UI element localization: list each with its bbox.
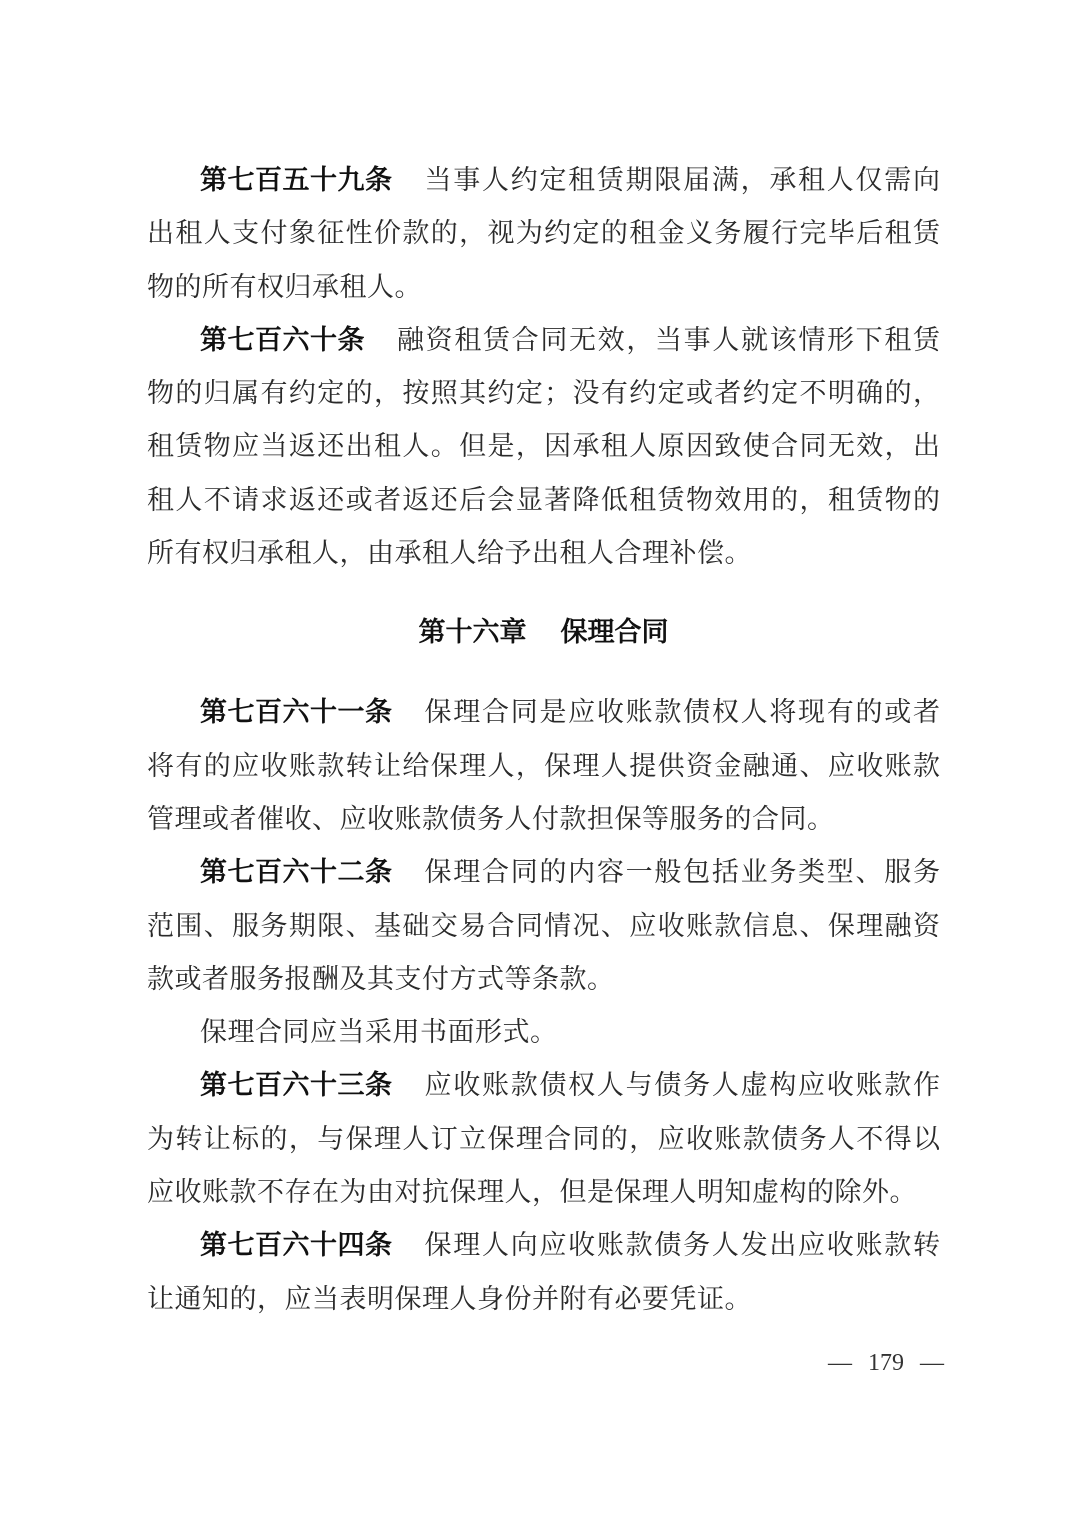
line-text: 保理合同是应收账款债权人将现有的或者 [424,697,940,729]
article-number: 第七百六十二条 [200,857,393,889]
article-paragraph [147,1059,940,1219]
article-first-line [147,1059,940,1112]
article-number: 第七百五十九条 [200,165,393,196]
page-number [828,1350,944,1377]
line-text: 应收账款债权人与债务人虚构应收账款作 [424,1070,940,1102]
article-paragraph [147,1219,940,1326]
text-line: 款或者服务报酬及其支付方式等条款。 [147,963,615,995]
text-line: 管理或者催收、应收账款债务人付款担保等服务的合同。 [147,803,835,835]
article-paragraph [147,686,940,846]
text-line: 范围、服务期限、基础交易合同情况、应收账款信息、保理融资 [147,910,940,942]
text-line: 租人不请求返还或者返还后会显著降低租赁物效用的，租赁物的 [147,484,940,516]
line-text: 融资租赁合同无效，当事人就该情形下租赁 [397,324,940,356]
page-number-value: 179 [868,1350,904,1376]
article-first-line [147,686,940,739]
page-dash-left: — [828,1350,852,1376]
article-number: 第七百六十四条 [200,1230,393,1262]
text-line: 物的所有权归承租人。 [147,271,422,303]
article-first-line [147,154,940,207]
article-number: 第七百六十三条 [200,1070,393,1102]
line-text: 保理合同的内容一般包括业务类型、服务 [424,857,940,889]
line-text: 当事人约定租赁期限届满，承租人仅需向 [424,165,940,196]
text-line: 出租人支付象征性价款的，视为约定的租金义务履行完毕后租赁 [147,218,940,250]
text-line: 应收账款不存在为由对抗保理人，但是保理人明知虚构的除外。 [147,1177,917,1209]
text-line: 物的归属有约定的，按照其约定；没有约定或者约定不明确的， [147,378,940,410]
document-body [147,154,940,1326]
article-first-line [147,1219,940,1272]
article-number: 第七百六十条 [200,324,365,356]
text-line: 让通知的，应当表明保理人身份并附有必要凭证。 [147,1283,752,1315]
article-paragraph [147,154,940,314]
article-first-line [147,314,940,367]
article-number: 第七百六十一条 [200,697,393,729]
article-paragraph [147,846,940,1006]
chapter-name: 保理合同 [560,617,669,649]
page-dash-right: — [920,1350,944,1376]
text-line: 租赁物应当返还出租人。但是，因承租人原因致使合同无效，出 [147,431,940,463]
text-line: 将有的应收账款转让给保理人，保理人提供资金融通、应收账款 [147,750,940,782]
line-text: 保理人向应收账款债务人发出应收账款转 [424,1230,940,1262]
paragraph [147,1006,940,1059]
text-line: 保理合同应当采用书面形式。 [200,1017,558,1049]
chapter-number: 第十六章 [418,617,527,649]
article-paragraph [147,314,940,580]
article-first-line [147,846,940,899]
text-line: 为转让标的，与保理人订立保理合同的，应收账款债务人不得以 [147,1123,940,1155]
text-line: 所有权归承租人，由承租人给予出租人合理补偿。 [147,538,752,570]
